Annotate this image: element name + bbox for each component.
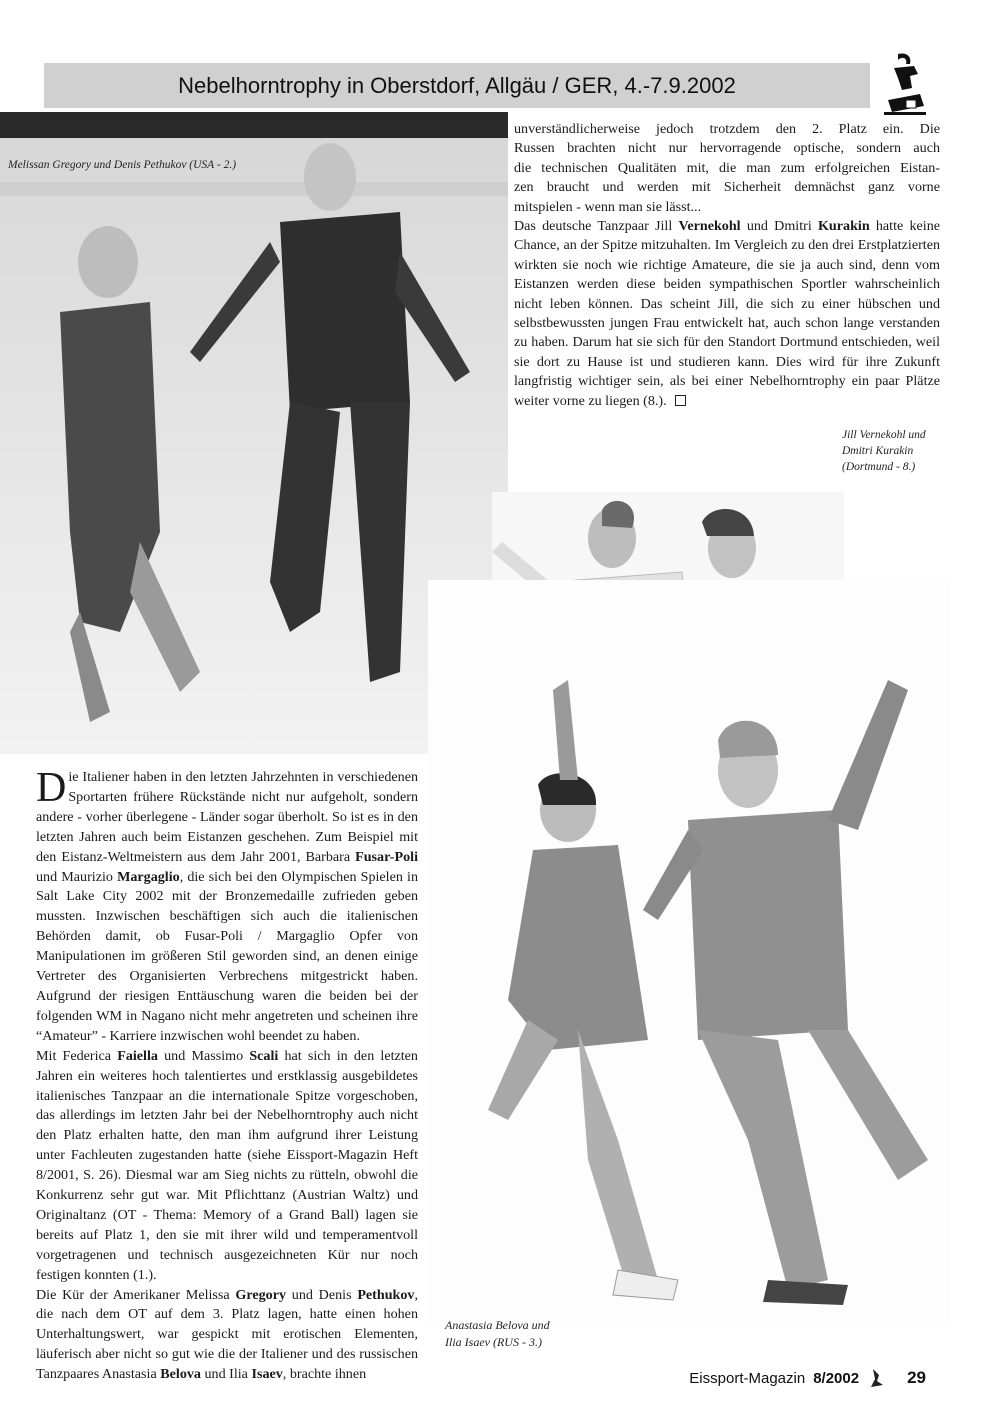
name-faiella: Faiella [117,1047,158,1064]
drop-cap: D [36,765,67,811]
text-line: Russen brachten nicht nur hervorragende optische, sondern auch [514,140,940,157]
text-line: zen braucht und werden mit Sicherheit demnächst ganz vorne [514,179,940,196]
end-of-article-icon [675,395,686,406]
article-text-top-right [514,120,940,411]
name-vernekohl: Vernekohl [678,218,741,235]
photo-belova-isaev [428,580,950,1322]
name-gregory: Gregory [235,1286,287,1303]
name-kurakin: Kurakin [817,218,870,235]
caption-belova-isaev: Anastasia Belova und Ilia Isaev (RUS - 3.) [445,1318,550,1349]
header-bar [44,63,870,108]
text-line: unverständlicherweise jedoch trotzdem den 2. Platz ein. Die [514,121,940,137]
magazine-name: Eissport-Magazin [689,1369,806,1387]
paragraph-vernekohl: Das deutsche Tanzpaar Jill Vernekohl und Dmitri Kurakin hatte keine Chance, an der Spitze mitzuhalten. Im Vergleich zu den drei Erstplatzierten wirkten sie noch wie richtige Amateure, die sie ja auch sind, denn vom Eistanzen werden diese beiden sympathischen Sportler wahrscheinlich nicht leben können. Das scheint Jill, die sich zu einer hübschen und selbstbewussten jungen Frau entwickelt hat, auch schon lange verstanden zu haben. Darum hat sie sich für den Standort Dortmund entschieden, weil sie dort zu Hause ist und studieren kann. Dies wird für ihre Zukunft langfristig wichtiger sein, als bei einer Nebelhorntrophy ein paar Plätze weiter vorne zu liegen (8.). [514,218,940,409]
issue-number: 8/2002 [813,1369,860,1387]
text-line: mitspielen - wenn man sie lässt... [514,198,702,215]
page-title: Nebelhorntrophy in Oberstdorf, Allgäu / GER, 4.-7.9.2002 [178,72,736,98]
name-scali: Scali [249,1047,279,1064]
article-text-left-column [36,765,419,1385]
paragraph-gregory-pethukov: Die Kür der Amerikaner Melissa Gregory und Denis Pethukov, die nach dem OT auf dem 3. Platz lagen, hatte einen hohen Unterhaltungswert, war gespickt mit erotischen Elementen, läuferisch aber nicht so gut wie die der Italiener und des russischen Tanzpaares Anastasia Belova und Ilia Isaev, brachte ihnen [36,1286,419,1383]
text-line: die technischen Qualitäten mit, die man zum erfolgreichen Eistan- [514,159,940,176]
skater-small-icon [867,1367,889,1389]
caption-vernekohl-kurakin: Jill Vernekohl und Dmitri Kurakin (Dortmund - 8.) [842,429,926,473]
page-number: 29 [907,1368,926,1387]
paragraph-italiener: Die Italiener haben in den letzten Jahrzehnten in verschiedenen Sportarten frühere Rückstände nicht nur aufgeholt, sondern andere - vorher überlegene - Länder sogar überholt. So ist es in den letzten Jahren auch beim Eistanzen geschehen. Zum Beispiel mit den Eistanz-Weltmeistern aus dem Jahr 2001, Barbara Fusar-Poli und Maurizio Margaglio, die sich bei den Olympischen Spielen in Salt Lake City 2002 mit der Bronzemedaille zufrieden geben mussten. Inzwischen beschäftigen sich auch die italienischen Behörden damit, ob Fusar-Poli / Margaglio Opfer von Manipulationen im größeren Stil geworden sind, an denen einige Vertreter des Organisierten Verbrechens mitgestrickt haben. Aufgrund der riesigen Enttäuschung waren die beiden bei der folgenden WM in Nagano nicht mehr angetreten und scheinen ihre “Amateur” - Karriere inzwischen wohl beendet zu haben. [36,765,418,1044]
paragraph-faiella-scali: Mit Federica Faiella und Massimo Scali hat sich in den letzten Jahren ein weiteres hoch talentiertes und erstklassig ausgebildetes italienisches Tanzpaar an die internationale Spitze vorgeschoben, das allerdings im letzten Jahr bei der Nebelhorntrophy auch nicht den Platz erhalten hatte, den man ihm aufgrund ihrer Leistung unter Fachleuten zugestanden hatte (siehe Eissport-Magazin Heft 8/2001, S. 26). Diesmal war am Sieg nichts zu rütteln, obwohl die Konkurrenz sehr gut war. Mit Pflichttanz (Austrian Waltz) und Originaltanz (OT - Thema: Memory of a Grand Ball) lagen sie bereits auf Platz 1, den sie mit ihrer wild und temperamentvoll vorgetragenen und technisch ausgezeichneten Kür nur noch festigen konnten (1.). [36,1047,418,1283]
name-fusar-poli: Fusar-Poli [355,848,418,865]
name-belova: Belova [160,1366,201,1383]
name-margaglio: Margaglio [117,868,180,885]
name-pethukov: Pethukov [357,1286,415,1303]
name-isaev: Isaev [251,1366,283,1383]
caption-gregory-pethukov: Melissan Gregory und Denis Pethukov (USA - 2.) [8,159,237,171]
skater-logo-icon [880,50,930,118]
page-footer [689,1367,926,1389]
